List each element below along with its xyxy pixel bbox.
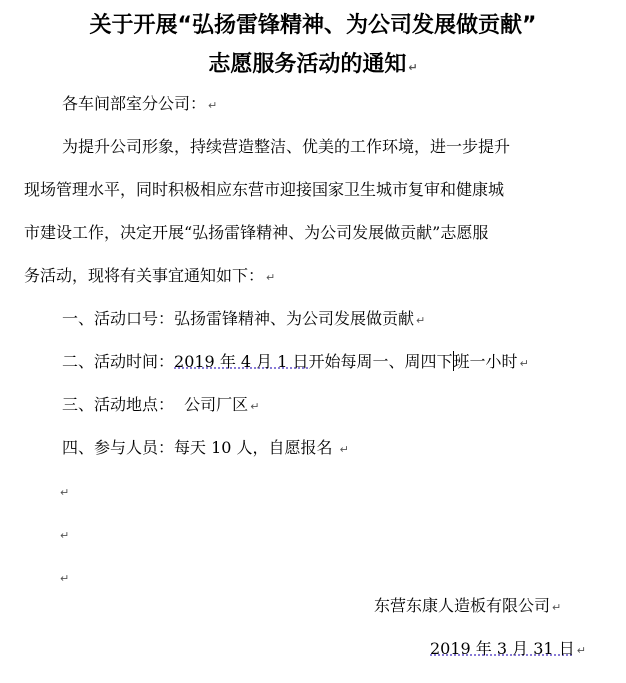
paragraph-mark-icon: ↵ <box>60 486 70 499</box>
empty-paragraph <box>58 480 69 504</box>
paragraph-mark-icon: ↵ <box>60 529 70 542</box>
paragraph-line-2: 现场管理水平，同时积极相应东营市迎接国家卫生城市复审和健康城 <box>24 180 505 199</box>
paragraph-line-4: 务活动，现将有关事宜通知如下： ↵ <box>24 266 276 285</box>
empty-paragraph <box>58 523 69 547</box>
item-participants: 四、参与人员：每天 10 人，自愿报名 ↵ <box>62 438 349 457</box>
title-line-2: 志愿服务活动的通知 ↵ <box>208 52 418 77</box>
paragraph-line-3: 市建设工作，决定开展“弘扬雷锋精神、为公司发展做贡献”志愿服 <box>24 223 489 242</box>
paragraph-mark-icon: ↵ <box>576 644 586 657</box>
paragraph-mark-icon: ↵ <box>60 572 70 585</box>
paragraph-mark-icon: ↵ <box>266 271 276 284</box>
paragraph-mark-icon: ↵ <box>339 443 349 456</box>
title-line-1: 关于开展“弘扬雷锋精神、为公司发展做贡献” <box>89 13 537 38</box>
empty-paragraph <box>58 566 69 590</box>
signature-date: 2019 年 3 月 31 日 ↵ <box>430 639 586 658</box>
paragraph-mark-icon: ↵ <box>519 357 529 370</box>
item-slogan: 一、活动口号：弘扬雷锋精神、为公司发展做贡献 ↵ <box>62 309 426 328</box>
date-text: 2019 年 4 月 1 日 <box>174 352 309 371</box>
paragraph-mark-icon: ↵ <box>552 601 562 614</box>
salutation: 各车间部室分公司： ↵ <box>62 94 218 113</box>
paragraph-mark-icon: ↵ <box>408 61 418 74</box>
paragraph-mark-icon: ↵ <box>208 99 218 112</box>
paragraph-mark-icon: ↵ <box>416 314 426 327</box>
signature-company: 东营东康人造板有限公司 ↵ <box>374 596 562 615</box>
paragraph-line-1: 为提升公司形象，持续营造整洁、优美的工作环境，进一步提升 <box>62 137 511 156</box>
item-time: 二、活动时间：2019 年 4 月 1 日开始每周一、周四下班一小时 ↵ <box>62 352 529 371</box>
paragraph-mark-icon: ↵ <box>250 400 260 413</box>
item-location: 三、活动地点： 公司厂区 ↵ <box>62 395 260 414</box>
